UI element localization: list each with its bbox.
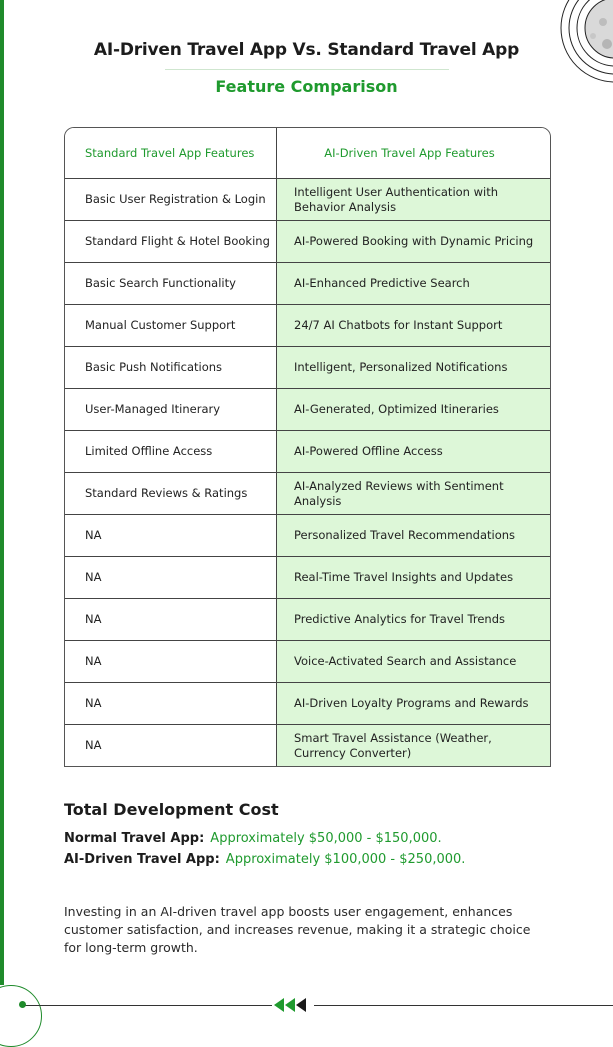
- feature-comparison-table: [64, 127, 551, 767]
- ai-feature-cell: 24/7 AI Chatbots for Instant Support: [277, 305, 550, 346]
- standard-feature-cell: Standard Flight & Hotel Booking: [65, 221, 277, 262]
- standard-feature-cell: NA: [65, 683, 277, 724]
- table-header-row: [65, 128, 550, 178]
- standard-feature-cell: NA: [65, 641, 277, 682]
- standard-feature-cell: Basic User Registration & Login: [65, 179, 277, 220]
- page-subtitle: Feature Comparison: [215, 77, 398, 96]
- ai-feature-cell: AI-Powered Offline Access: [277, 431, 550, 472]
- table-row: [65, 430, 550, 472]
- title-divider: [165, 69, 449, 70]
- conclusion-text: Investing in an AI-driven travel app boosts user engagement, enhances customer satisfaction, and increases revenue, making it a strategic choice for long-term growth.: [64, 904, 531, 955]
- ai-feature-cell: Real-Time Travel Insights and Updates: [277, 557, 550, 598]
- table-row: [65, 304, 550, 346]
- ai-cost-value: Approximately $100,000 - $250,000.: [225, 852, 466, 867]
- normal-cost-value: Approximately $50,000 - $150,000.: [210, 831, 442, 846]
- table-row: [65, 724, 550, 766]
- standard-feature-cell: Manual Customer Support: [65, 305, 277, 346]
- header-cell-ai: AI-Driven Travel App Features: [277, 128, 550, 178]
- ai-cost-label: AI-Driven Travel App:: [64, 852, 220, 867]
- standard-feature-cell: User-Managed Itinerary: [65, 389, 277, 430]
- ai-feature-cell: AI-Powered Booking with Dynamic Pricing: [277, 221, 550, 262]
- footer-line: [22, 1005, 613, 1006]
- standard-feature-cell: Basic Push Notifications: [65, 347, 277, 388]
- ai-feature-cell: Voice-Activated Search and Assistance: [277, 641, 550, 682]
- left-rail: [0, 0, 4, 985]
- table-row: [65, 346, 550, 388]
- table-row: [65, 682, 550, 724]
- standard-feature-cell: NA: [65, 599, 277, 640]
- table-row: [65, 556, 550, 598]
- normal-cost-label: Normal Travel App:: [64, 831, 205, 846]
- header: [0, 40, 613, 96]
- ai-cost-line: [64, 852, 465, 867]
- footer-dot: [19, 1001, 26, 1008]
- ai-feature-cell: AI-Enhanced Predictive Search: [277, 263, 550, 304]
- normal-cost-line: [64, 831, 465, 846]
- ai-feature-cell: AI-Driven Loyalty Programs and Rewards: [277, 683, 550, 724]
- cost-title: Total Development Cost: [64, 800, 279, 819]
- ai-feature-cell: Predictive Analytics for Travel Trends: [277, 599, 550, 640]
- standard-feature-cell: Limited Offline Access: [65, 431, 277, 472]
- footer-arc: [0, 985, 42, 1047]
- standard-feature-cell: Standard Reviews & Ratings: [65, 473, 277, 514]
- table-row: [65, 514, 550, 556]
- table-row: [65, 178, 550, 220]
- ai-feature-cell: AI-Generated, Optimized Itineraries: [277, 389, 550, 430]
- standard-feature-cell: NA: [65, 557, 277, 598]
- table-row: [65, 640, 550, 682]
- table-row: [65, 472, 550, 514]
- table-row: [65, 220, 550, 262]
- ai-feature-cell: Smart Travel Assistance (Weather, Currency Converter): [277, 725, 550, 766]
- page-title: AI-Driven Travel App Vs. Standard Travel App: [93, 40, 520, 60]
- table-row: [65, 598, 550, 640]
- table-row: [65, 388, 550, 430]
- standard-feature-cell: NA: [65, 515, 277, 556]
- header-cell-standard: Standard Travel App Features: [65, 128, 277, 178]
- standard-feature-cell: NA: [65, 725, 277, 766]
- ai-feature-cell: Intelligent User Authentication with Behavior Analysis: [277, 179, 550, 220]
- triple-arrow-left-icon: [272, 996, 314, 1014]
- ai-feature-cell: Personalized Travel Recommendations: [277, 515, 550, 556]
- ai-feature-cell: AI-Analyzed Reviews with Sentiment Analysis: [277, 473, 550, 514]
- ai-feature-cell: Intelligent, Personalized Notifications: [277, 347, 550, 388]
- development-cost-section: [64, 800, 465, 873]
- standard-feature-cell: Basic Search Functionality: [65, 263, 277, 304]
- table-row: [65, 262, 550, 304]
